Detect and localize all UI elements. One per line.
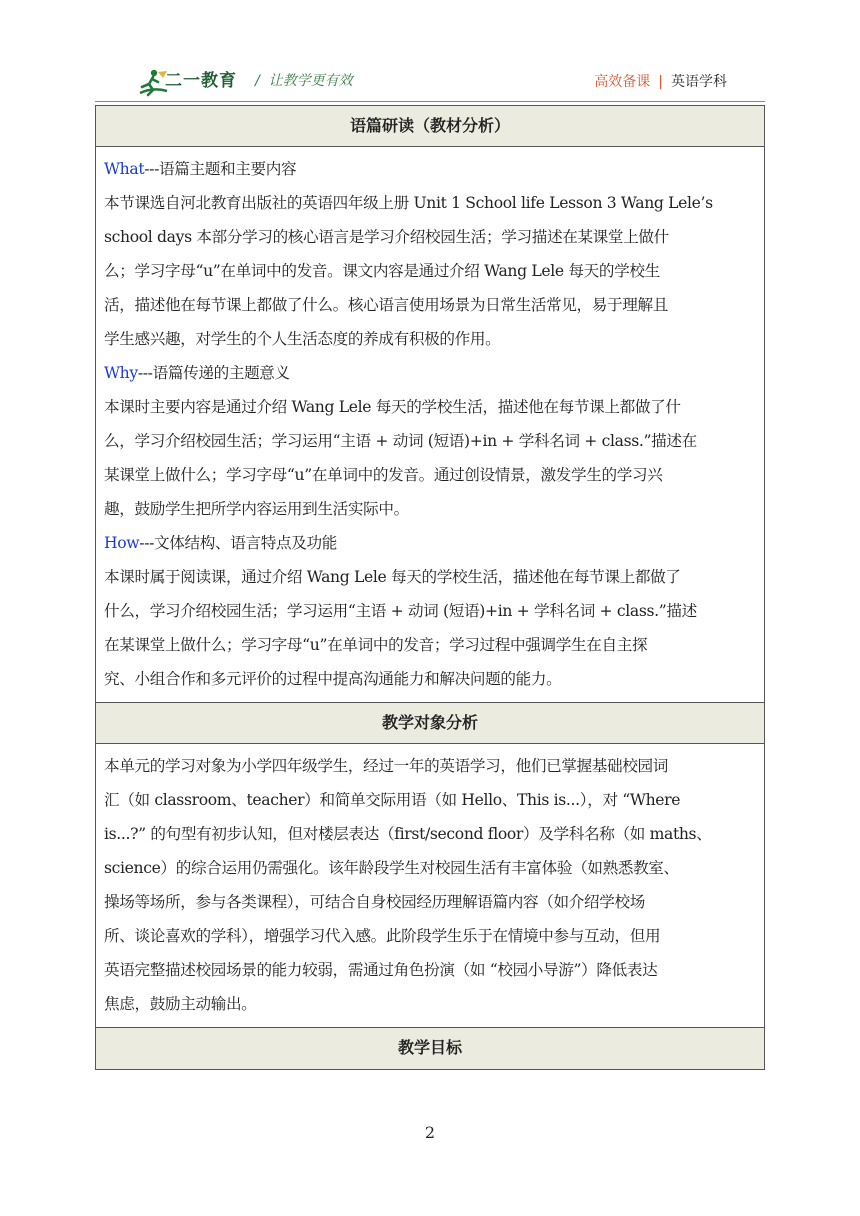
section-heading-teaching-goals: 教学目标 xyxy=(96,1028,764,1069)
learner-analysis-content xyxy=(96,744,764,1028)
how-title: ---文体结构、语言特点及功能 xyxy=(139,534,337,552)
paragraph-line: science）的综合运用仍需强化。该年龄段学生对校园生活有丰富体验（如熟悉教室、 xyxy=(104,859,679,877)
paragraph-line: 英语完整描述校园场景的能力较弱，需通过角色扮演（如 “校园小导游”）降低表达 xyxy=(104,961,658,979)
header-divider xyxy=(95,101,765,102)
paragraph-line: is...?” 的句型有初步认知，但对楼层表达（first/second floor）及学科名称（如 maths、 xyxy=(104,825,712,843)
paragraph-line: 活，描述他在每节课上都做了什么。核心语言使用场景为日常生活常见，易于理解且 xyxy=(104,296,669,314)
page-number: 2 xyxy=(424,1123,436,1142)
what-heading xyxy=(104,152,757,186)
paragraph-line: 么，学习介绍校园生活；学习运用“主语 + 动词 (短语)+in + 学科名词 + class.”描述在 xyxy=(104,432,697,450)
paragraph-line: 本节课选自河北教育出版社的英语四年级上册 Unit 1 School life Lesson 3 Wang Lele’s xyxy=(104,194,713,212)
paragraph-line: 究、小组合作和多元评价的过程中提高沟通能力和解决问题的能力。 xyxy=(104,670,562,688)
paragraph-line: 趣，鼓励学生把所学内容运用到生活实际中。 xyxy=(104,500,409,518)
how-label: How xyxy=(104,534,140,552)
how-heading xyxy=(104,526,757,560)
paragraph-line: 本课时属于阅读课，通过介绍 Wang Lele 每天的学校生活，描述他在每节课上都做了 xyxy=(104,568,681,586)
what-label: What xyxy=(104,160,145,178)
paragraph-line: 本课时主要内容是通过介绍 Wang Lele 每天的学校生活，描述他在每节课上都做了什 xyxy=(104,398,681,416)
tag-efficient-prep: 高效备课 xyxy=(594,74,651,90)
header-tags xyxy=(594,71,727,91)
lesson-plan-table xyxy=(95,105,765,1070)
section-heading-text-analysis: 语篇研读（教材分析） xyxy=(96,106,764,147)
paragraph-line: 么；学习字母“u”在单词中的发音。课文内容是通过介绍 Wang Lele 每天的学校生 xyxy=(104,262,660,280)
paragraph-line: 操场等场所，参与各类课程），可结合自身校园经历理解语篇内容（如介绍学校场 xyxy=(104,893,645,911)
why-title: ---语篇传递的主题意义 xyxy=(137,364,290,382)
paragraph-line: 所、谈论喜欢的学科），增强学习代入感。此阶段学生乐于在情境中参与互动，但用 xyxy=(104,927,661,945)
paragraph-line: 汇（如 classroom、teacher）和简单交际用语（如 Hello、This is...），对 “Where xyxy=(104,791,681,809)
paragraph-line: 焦虑，鼓励主动输出。 xyxy=(104,995,257,1013)
paragraph-line: school days 本部分学习的核心语言是学习介绍校园生活；学习描述在某课堂上做什 xyxy=(104,228,669,246)
paragraph-line: 什么，学习介绍校园生活；学习运用“主语 + 动词 (短语)+in + 学科名词 + class.”描述 xyxy=(104,602,697,620)
why-heading xyxy=(104,356,757,390)
paragraph-line: 在某课堂上做什么；学习字母“u”在单词中的发音；学习过程中强调学生在自主探 xyxy=(104,636,648,654)
what-title: ---语篇主题和主要内容 xyxy=(144,160,297,178)
section-heading-learner-analysis: 教学对象分析 xyxy=(96,703,764,744)
paragraph-line: 本单元的学习对象为小学四年级学生，经过一年的英语学习，他们已掌握基础校园词 xyxy=(104,757,669,775)
tag-separator: | xyxy=(658,74,663,90)
page-header xyxy=(95,62,765,102)
paragraph-line: 学生感兴趣，对学生的个人生活态度的养成有积极的作用。 xyxy=(104,330,501,348)
text-analysis-content xyxy=(96,147,764,703)
tag-subject: 英语学科 xyxy=(671,74,727,90)
paragraph-line: 某课堂上做什么；学习字母“u”在单词中的发音。通过创设情景，激发学生的学习兴 xyxy=(104,466,663,484)
slogan-text: 让教学更有效 xyxy=(268,73,353,89)
logo-text: 二一教育 xyxy=(165,71,237,91)
header-slogan: / 让教学更有效 xyxy=(255,73,353,89)
why-label: Why xyxy=(104,364,138,382)
